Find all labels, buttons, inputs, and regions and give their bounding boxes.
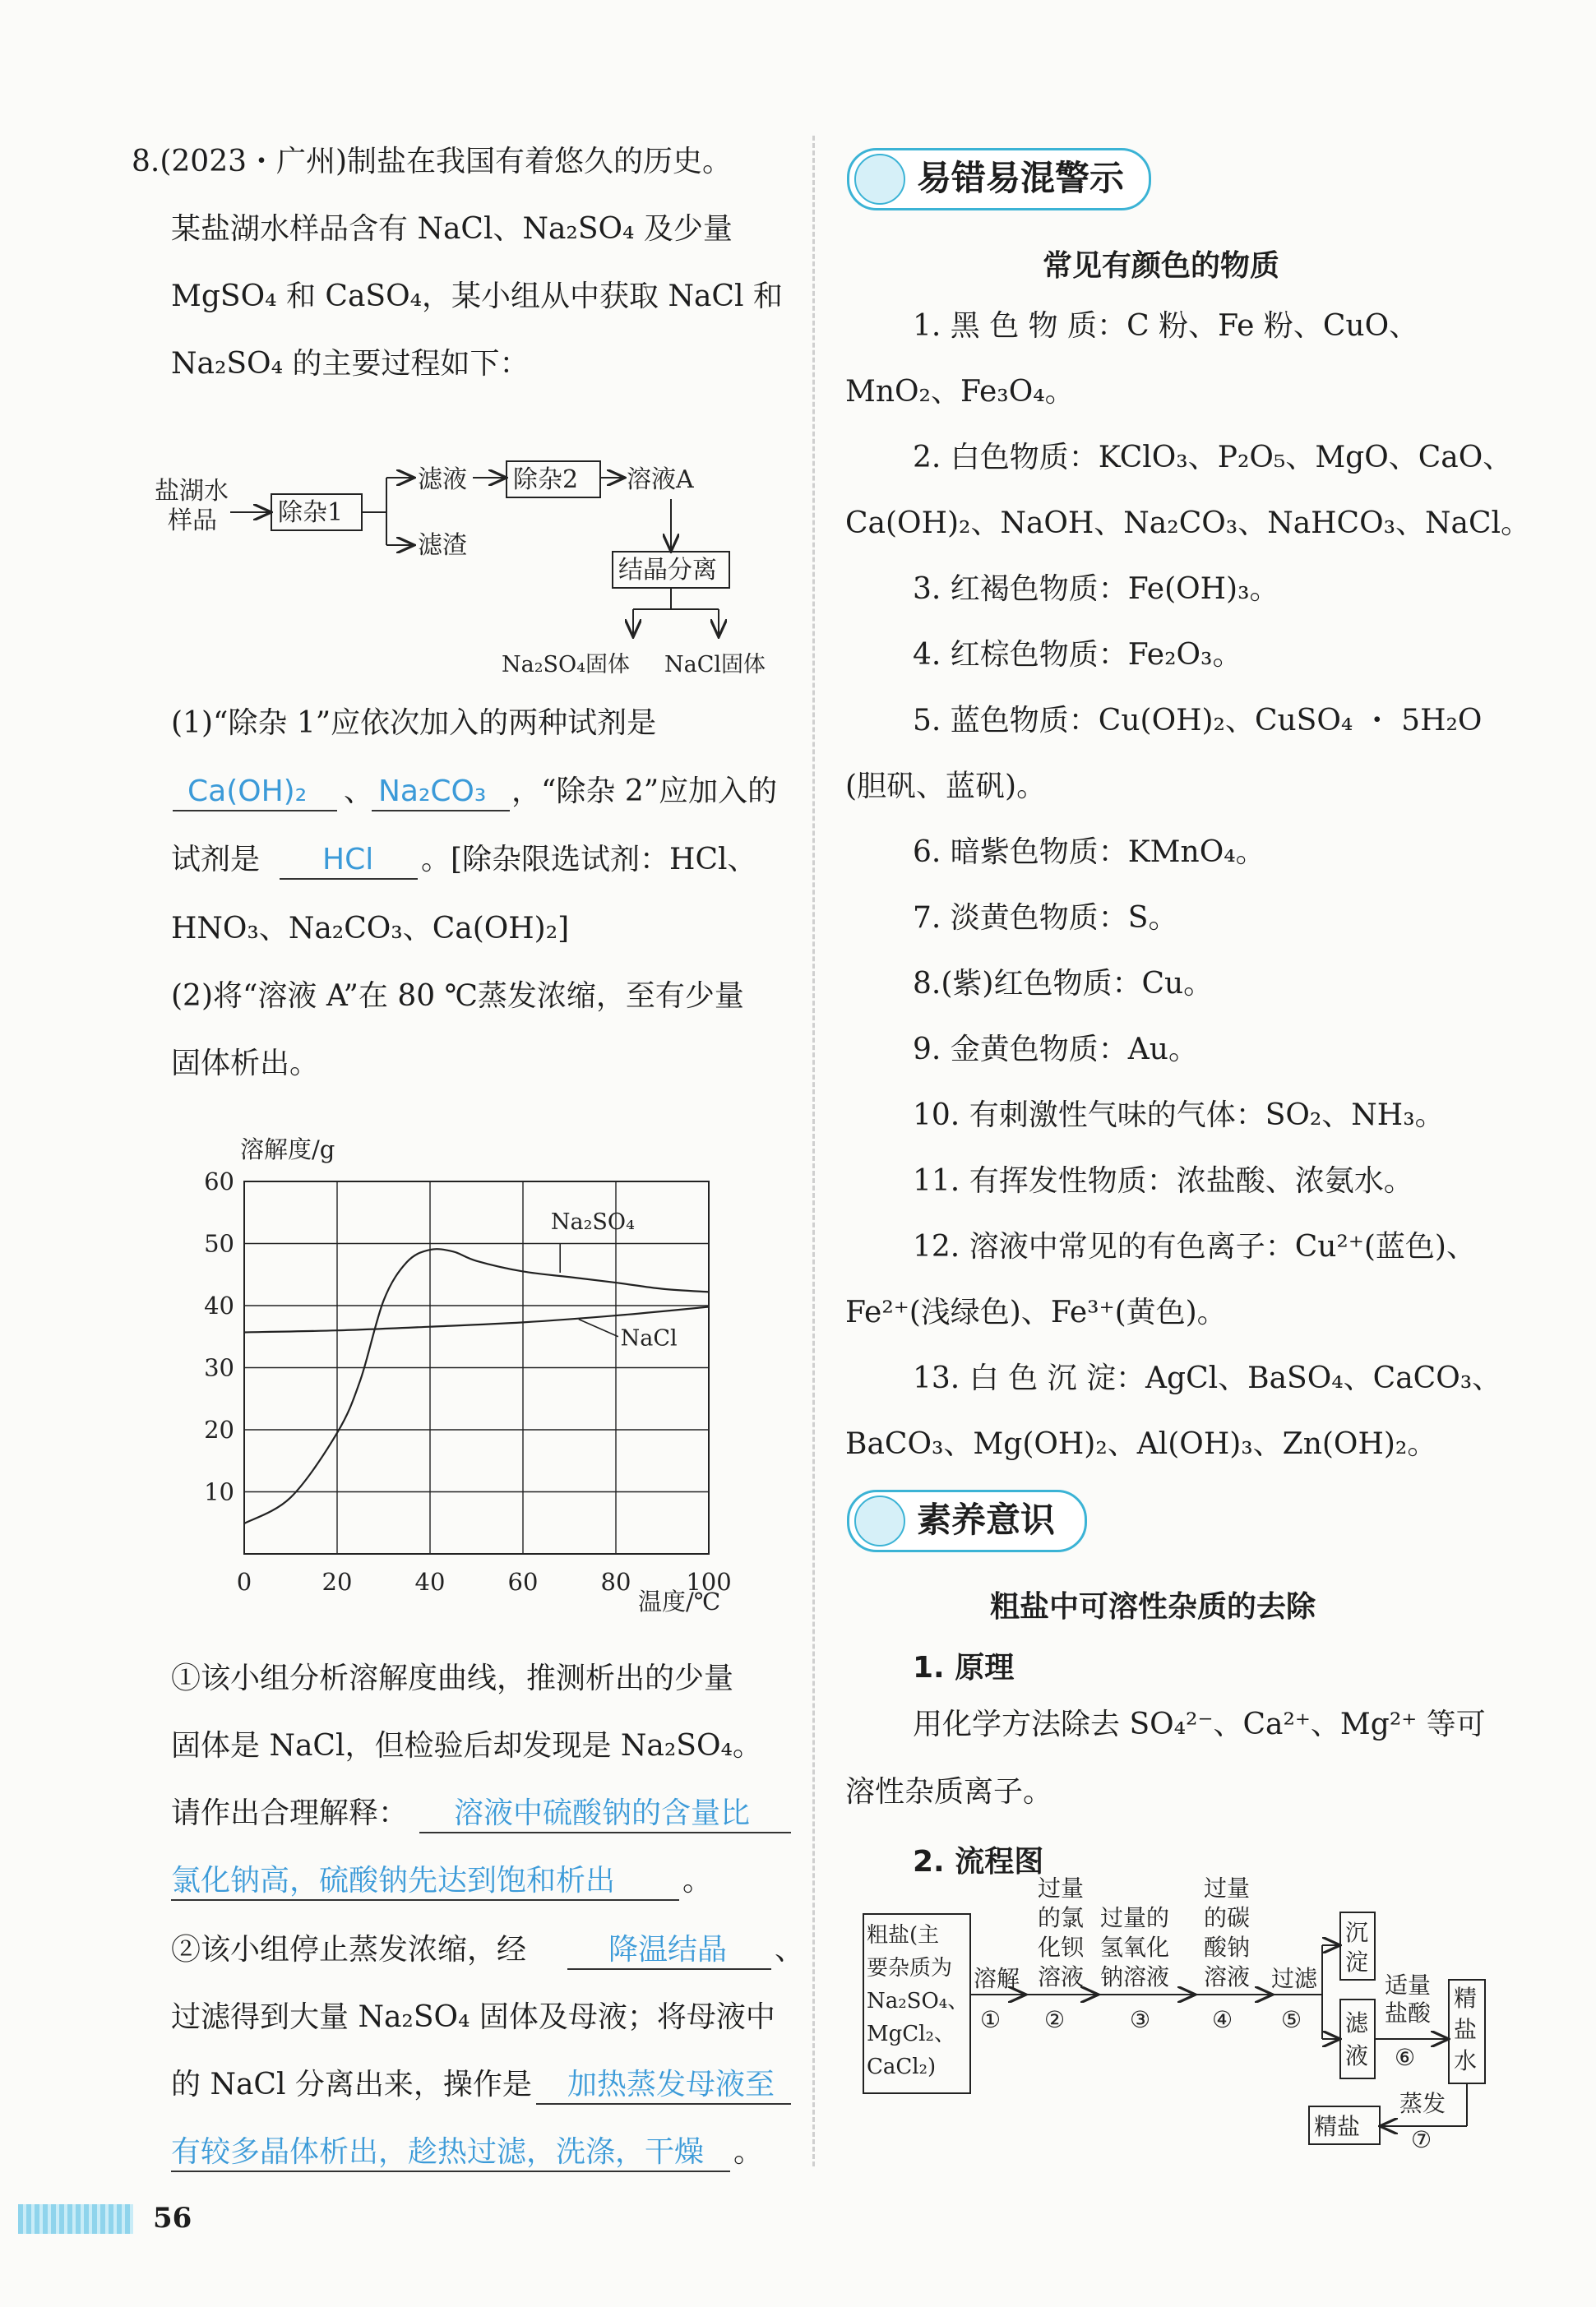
section-title-salt-purification: 粗盐中可溶性杂质的去除 [990, 1590, 1316, 1624]
answer-underline [171, 1899, 679, 1901]
banner-label: 素养意识 [917, 1500, 1056, 1540]
p3-end: 。 [682, 1864, 713, 1898]
process-flowchart [148, 448, 789, 695]
crude-salt-box-line: 要杂质为 [867, 1956, 953, 1981]
step-number-1: ① [980, 2006, 1002, 2033]
brine-box-line: 盐 [1454, 2016, 1478, 2043]
p4-line1a: ②该小组停止蒸发浓缩，经 [171, 1933, 527, 1967]
answer-underline [372, 810, 510, 811]
step-number-7: ⑦ [1411, 2126, 1432, 2153]
series-label-na2so4: Na₂SO₄ [550, 1209, 635, 1236]
x-tick-label: 60 [507, 1568, 539, 1596]
banner-literacy [847, 1490, 1087, 1552]
series-label-nacl: NaCl [620, 1325, 678, 1352]
brine-box-line: 精 [1454, 1985, 1478, 2012]
principle-line2: 溶性杂质离子。 [845, 1775, 1053, 1809]
q8-line4: Na₂SO₄ 的主要过程如下： [171, 347, 530, 381]
step-hcl-line: 适量 [1385, 1972, 1432, 1999]
principle-heading: 1. 原理 [913, 1651, 1015, 1685]
crude-salt-box-line: Na₂SO₄、 [867, 1989, 969, 2013]
chart-grid [244, 1181, 709, 1554]
crude-salt-box-line: MgCl₂、 [867, 2022, 955, 2046]
p3-line3: 请作出合理解释： [171, 1796, 409, 1830]
solubility-chart [164, 1126, 756, 1628]
fine-salt-box: 精盐 [1314, 2113, 1361, 2140]
p4-line1b: 、 [775, 1933, 805, 1967]
step-filter: 过滤 [1271, 1965, 1318, 1992]
page-number-bar [18, 2204, 133, 2234]
answer-underline [171, 2171, 730, 2172]
step-na2co3-line: 溶液 [1204, 1963, 1251, 1990]
p4-line3: 的 NaCl 分离出来，操作是 [171, 2068, 532, 2101]
y-tick-label: 40 [204, 1292, 234, 1320]
q8-line2: 某盐湖水样品含有 NaCl、Na₂SO₄ 及少量 [171, 212, 733, 246]
step2-label: 除杂2 [513, 465, 579, 494]
color-item-line: 8.(紫)红色物质：Cu。 [913, 967, 1214, 1001]
color-item-line: 4. 红棕色物质：Fe₂O₃。 [913, 638, 1242, 672]
step-naoh-line: 氢氧化 [1100, 1934, 1170, 1961]
x-tick-label: 40 [414, 1568, 446, 1596]
section-title-colors: 常见有颜色的物质 [1043, 249, 1280, 283]
color-item-line: 5. 蓝色物质：Cu(OH)₂、CuSO₄ ・ 5H₂O [913, 704, 1483, 737]
principle-line1: 用化学方法除去 SO₄²⁻、Ca²⁺、Mg²⁺ 等可 [913, 1708, 1486, 1741]
sample-label-2: 样品 [168, 506, 217, 535]
answer-method-3: 有较多晶体析出，趁热过滤，洗涤，干燥 [171, 2135, 705, 2169]
color-item-line: 11. 有挥发性物质：浓盐酸、浓氨水。 [913, 1164, 1413, 1198]
color-item-line: 3. 红褐色物质：Fe(OH)₃。 [913, 572, 1279, 606]
step-number-2: ② [1044, 2006, 1066, 2033]
color-item-line: MnO₂、Fe₃O₄。 [845, 375, 1075, 409]
filtrate-label: 滤液 [418, 465, 467, 494]
residue-label: 滤渣 [418, 531, 467, 560]
book-icon [854, 154, 905, 205]
crystallize-label: 结晶分离 [618, 556, 717, 585]
color-item-line: Ca(OH)₂、NaOH、Na₂CO₃、NaHCO₃、NaCl。 [845, 506, 1531, 540]
color-item-line: 6. 暗紫色物质：KMnO₄。 [913, 835, 1265, 869]
precipitate-box-line: 淀 [1345, 1949, 1369, 1976]
step1-label: 除杂1 [278, 498, 344, 527]
step-bacl2-line: 化钡 [1038, 1934, 1085, 1961]
solution-a-label: 溶液A [627, 465, 694, 494]
p1-line4: HNO₃、Na₂CO₃、Ca(OH)₂] [171, 912, 570, 945]
step-naoh-line: 钠溶液 [1100, 1963, 1170, 1990]
color-item-line: BaCO₃、Mg(OH)₂、Al(OH)₃、Zn(OH)₂。 [845, 1427, 1437, 1461]
step-number-4: ④ [1212, 2006, 1233, 2033]
x-tick-label: 20 [322, 1568, 353, 1596]
step-hcl-line: 盐酸 [1385, 2000, 1432, 2027]
step-number-6: ⑥ [1395, 2044, 1416, 2071]
filtrate-box-line: 滤 [1345, 2009, 1369, 2037]
step-bacl2-line: 的氯 [1038, 1904, 1085, 1931]
step-na2co3-line: 的碳 [1204, 1904, 1251, 1931]
answer-reagent-2: Na₂CO₃ [378, 774, 487, 808]
color-item-line: 9. 金黄色物质：Au。 [913, 1033, 1198, 1066]
answer-underline [419, 1832, 791, 1833]
step-number-5: ⑤ [1281, 2006, 1302, 2033]
y-tick-label: 10 [204, 1477, 234, 1506]
y-tick-label: 60 [204, 1167, 234, 1195]
leader-line [579, 1320, 618, 1337]
x-tick-label: 100 [686, 1568, 732, 1596]
filtrate-box-line: 液 [1345, 2042, 1369, 2069]
x-tick-label: 80 [600, 1568, 631, 1596]
p3-line2: 固体是 NaCl，但检验后却发现是 Na₂SO₄。 [171, 1729, 762, 1763]
chart-series [244, 1249, 709, 1523]
answer-explanation-2: 氯化钠高，硫酸钠先达到饱和析出 [171, 1864, 616, 1898]
brine-box-line: 水 [1454, 2047, 1478, 2074]
p2-line1: (2)将“溶液 A”在 80 ℃蒸发浓缩，至有少量 [171, 979, 744, 1013]
color-item-line: 12. 溶液中常见的有色离子：Cu²⁺(蓝色)、 [913, 1230, 1476, 1264]
color-item-line: 2. 白色物质：KClO₃、P₂O₅、MgO、CaO、 [913, 441, 1513, 474]
banner-common-mistakes [847, 148, 1151, 210]
book-icon [854, 1496, 905, 1546]
chart-series-labels [551, 1209, 678, 1351]
step-bacl2-line: 溶液 [1038, 1963, 1085, 1990]
chart-xlabel: 温度/℃ [638, 1588, 721, 1616]
page-number: 56 [153, 2202, 192, 2235]
answer-underline [567, 1968, 771, 1970]
y-tick-label: 30 [204, 1353, 234, 1382]
flowchart-heading: 2. 流程图 [913, 1845, 1044, 1879]
p4-end: 。 [733, 2135, 764, 2169]
step-naoh-line: 过量的 [1100, 1904, 1170, 1931]
p1-line2: ，“除杂 2”应加入的 [511, 774, 778, 808]
color-item-line: 10. 有刺激性气味的气体：SO₂、NH₃。 [913, 1098, 1445, 1132]
step-bacl2-line: 过量 [1038, 1875, 1085, 1902]
answer-method-1: 降温结晶 [608, 1933, 728, 1967]
q8-line3: MgSO₄ 和 CaSO₄，某小组从中获取 NaCl 和 [171, 280, 783, 313]
precipitate-box-line: 沉 [1345, 1919, 1369, 1946]
answer-underline [173, 810, 337, 811]
answer-method-2: 加热蒸发母液至 [567, 2068, 775, 2101]
answer-reagent-3: HCl [322, 843, 374, 876]
y-tick-label: 20 [204, 1416, 234, 1444]
answer-explanation-1: 溶液中硫酸钠的含量比 [454, 1796, 751, 1830]
p1-line3b: 。[除杂限选试剂：HCl、 [421, 843, 757, 876]
step-number-3: ③ [1130, 2006, 1151, 2033]
x-tick-label: 0 [236, 1568, 252, 1596]
step-na2co3-line: 酸钠 [1204, 1934, 1251, 1961]
crude-salt-box-line: 粗盐(主 [867, 1923, 940, 1948]
answer-underline [280, 878, 418, 880]
p1-line3a: 试剂是 [171, 843, 261, 876]
color-item-line: 13. 白 色 沉 淀：AgCl、BaSO₄、CaCO₃、 [913, 1362, 1502, 1395]
answer-reagent-1: Ca(OH)₂ [187, 774, 308, 808]
answer-underline [536, 2103, 791, 2105]
y-tick-label: 50 [204, 1229, 234, 1258]
p4-line2: 过滤得到大量 Na₂SO₄ 固体及母液；将母液中 [171, 2000, 775, 2034]
chart-ticks [204, 1167, 732, 1596]
series-line-na2so4 [244, 1249, 709, 1523]
color-item-line: Fe²⁺(浅绿色)、Fe³⁺(黄色)。 [845, 1296, 1227, 1329]
color-item-line: 1. 黑 色 物 质：C 粉、Fe 粉、CuO、 [913, 309, 1419, 343]
color-item-line: (胆矾、蓝矾)。 [845, 770, 1047, 803]
p1-sep: 、 [344, 774, 374, 808]
column-divider [812, 136, 815, 2166]
step-na2co3-line: 过量 [1204, 1875, 1251, 1902]
step-evaporate: 蒸发 [1399, 2090, 1446, 2117]
q8-line1: 8.(2023・广州)制盐在我国有着悠久的历史。 [132, 145, 733, 178]
output-na2so4: Na₂SO₄固体 [502, 652, 631, 677]
step-dissolve: 溶解 [974, 1965, 1020, 1992]
crude-salt-box-line: CaCl₂) [867, 2055, 937, 2079]
banner-label: 易错易混警示 [917, 158, 1125, 198]
p3-line1: ①该小组分析溶解度曲线，推测析出的少量 [171, 1662, 734, 1695]
salt-purification-flowchart [855, 1871, 1579, 2167]
p2-line2: 固体析出。 [171, 1047, 320, 1080]
chart-ylabel: 溶解度/g [240, 1135, 335, 1163]
color-item-line: 7. 淡黄色物质：S。 [913, 901, 1178, 935]
p1-line1: (1)“除杂 1”应依次加入的两种试剂是 [171, 706, 657, 740]
output-nacl: NaCl固体 [664, 652, 766, 677]
sample-label-1: 盐湖水 [155, 477, 229, 506]
